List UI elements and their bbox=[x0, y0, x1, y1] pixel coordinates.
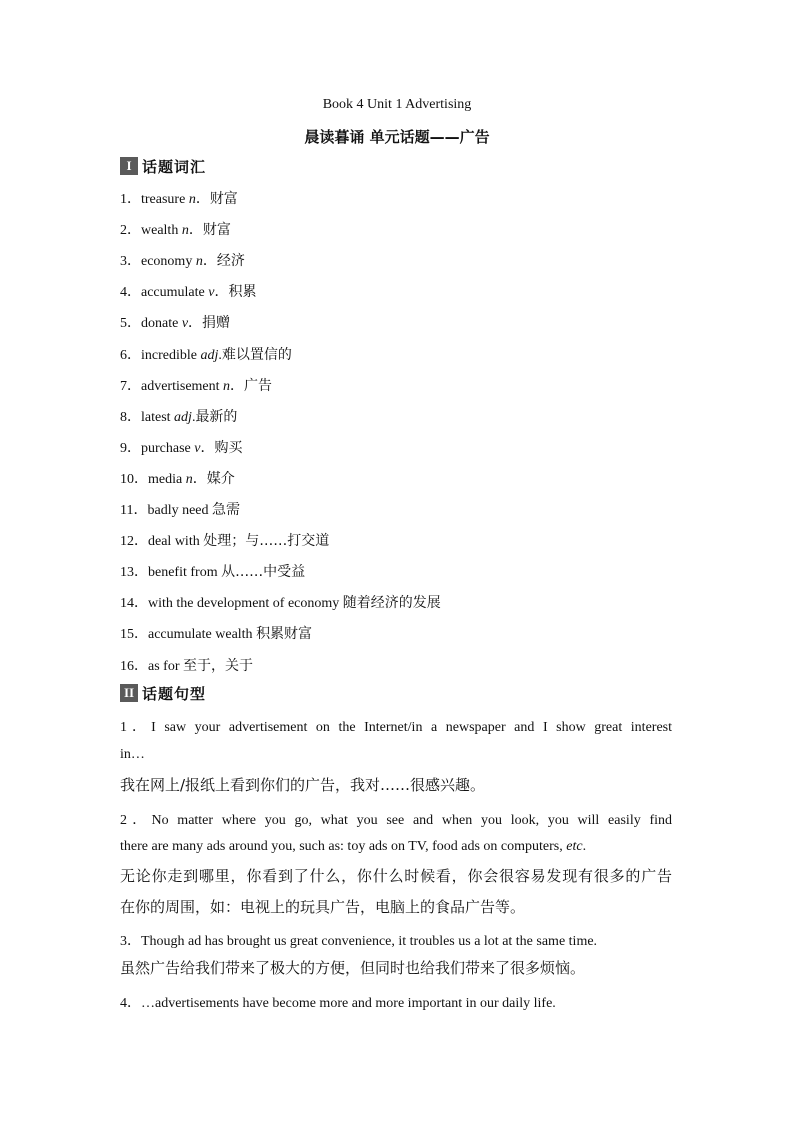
sentence-2-chinese-line-1: 无论你走到哪里，你看到了什么，你什么时候看，你会很容易发现有很多的广告 bbox=[120, 867, 672, 885]
vocab-separator: ． bbox=[188, 223, 203, 239]
vocab-meaning: 至于，关于 bbox=[183, 657, 253, 674]
vocab-part-of-speech: v bbox=[208, 285, 215, 301]
vocab-item bbox=[120, 499, 240, 519]
vocab-separator: ． bbox=[230, 378, 245, 394]
section-number-badge: I bbox=[120, 157, 138, 175]
page-subtitle: 晨读暮诵 单元话题——广告 bbox=[304, 128, 490, 146]
vocab-part-of-speech: n bbox=[185, 471, 193, 487]
vocab-separator: . bbox=[218, 347, 222, 363]
vocab-meaning: 捐赠 bbox=[202, 315, 231, 332]
vocab-item bbox=[120, 250, 245, 270]
vocab-part-of-speech: v bbox=[194, 440, 201, 456]
sentence-2-chinese-line-2: 在你的周围，如：电视上的玩具广告，电脑上的食品广告等。 bbox=[120, 898, 526, 916]
vocab-number: 3． bbox=[120, 254, 141, 270]
vocab-number: 12． bbox=[120, 534, 148, 550]
vocab-word: deal with bbox=[148, 534, 200, 550]
vocab-item bbox=[120, 281, 256, 301]
vocab-word: treasure bbox=[141, 192, 186, 207]
vocab-meaning: 购买 bbox=[214, 439, 243, 456]
section-heading-vocabulary bbox=[120, 156, 206, 176]
vocab-word: badly need bbox=[147, 503, 209, 518]
vocab-number: 14． bbox=[120, 596, 148, 612]
sentence-2-main-text: there are many ads around you, such as: toy ads on TV, food ads on computers, bbox=[120, 839, 567, 854]
vocab-number: 9． bbox=[120, 440, 141, 456]
vocab-meaning: 积累 bbox=[228, 284, 257, 301]
vocab-meaning: 难以置信的 bbox=[221, 346, 292, 363]
vocab-number: 2． bbox=[120, 223, 141, 239]
vocab-item bbox=[120, 530, 329, 550]
vocab-word: as for bbox=[148, 658, 180, 674]
vocab-part-of-speech: n bbox=[181, 223, 189, 239]
vocab-word: purchase bbox=[141, 440, 191, 456]
sentence-2-english-line-1: 2．No matter where you go, what you see and when you look, you will easily find bbox=[120, 813, 672, 828]
section-title: 话题词汇 bbox=[142, 157, 207, 176]
sentence-2-etc: etc bbox=[566, 839, 583, 854]
sentence-1-chinese: 我在网上/报纸上看到你们的广告，我对……很感兴趣。 bbox=[120, 776, 486, 794]
vocab-part-of-speech: n bbox=[195, 254, 203, 270]
vocab-number: 7． bbox=[120, 378, 141, 394]
vocab-word: advertisement bbox=[141, 378, 220, 394]
section-number-badge: II bbox=[120, 684, 138, 702]
vocab-separator: ． bbox=[195, 192, 210, 207]
vocab-separator: ． bbox=[214, 285, 229, 301]
vocab-separator: . bbox=[191, 409, 196, 425]
vocab-number: 13． bbox=[120, 565, 148, 581]
vocab-item bbox=[120, 561, 305, 581]
vocab-number: 5． bbox=[120, 316, 141, 332]
vocab-word: benefit from bbox=[148, 565, 218, 581]
vocab-word: donate bbox=[141, 316, 179, 332]
sentence-4-english: 4．…advertisements have become more and more important in our daily life. bbox=[120, 996, 556, 1011]
vocab-separator: ． bbox=[188, 316, 203, 332]
vocab-part-of-speech: adj bbox=[174, 409, 192, 425]
sentence-1-english-line-1: 1．I saw your advertisement on the Internet/in a newspaper and I show great interest bbox=[120, 720, 672, 735]
vocab-number: 10． bbox=[120, 471, 148, 487]
vocab-word: wealth bbox=[141, 223, 179, 239]
vocab-word: with the development of economy bbox=[148, 596, 340, 612]
vocab-part-of-speech: n bbox=[188, 192, 196, 207]
vocab-meaning: 从……中受益 bbox=[221, 564, 306, 581]
vocab-item bbox=[120, 468, 235, 488]
vocab-meaning: 经济 bbox=[216, 253, 245, 270]
vocab-meaning: 广告 bbox=[244, 377, 273, 394]
section-title: 话题句型 bbox=[142, 684, 207, 703]
vocab-word: latest bbox=[141, 409, 171, 425]
vocab-part-of-speech: adj bbox=[200, 347, 219, 363]
vocab-meaning: 财富 bbox=[202, 222, 231, 239]
sentence-3-english: 3．Though ad has brought us great convenience, it troubles us a lot at the same time. bbox=[120, 934, 598, 949]
sentence-1-english-line-2: in… bbox=[120, 747, 145, 762]
vocab-separator: ． bbox=[200, 440, 215, 456]
vocab-word: accumulate wealth bbox=[148, 627, 253, 643]
vocab-separator: ． bbox=[192, 471, 207, 487]
vocab-meaning: 处理；与……打交道 bbox=[203, 533, 330, 550]
vocab-number: 16． bbox=[120, 658, 148, 674]
vocab-item bbox=[120, 406, 237, 426]
vocab-number: 1． bbox=[120, 192, 141, 207]
vocab-item bbox=[120, 344, 292, 364]
sentence-3-chinese: 虽然广告给我们带来了极大的方便，但同时也给我们带来了很多烦恼。 bbox=[120, 959, 586, 977]
vocab-part-of-speech: v bbox=[181, 316, 189, 332]
vocab-word: media bbox=[148, 471, 183, 487]
vocab-meaning: 财富 bbox=[209, 191, 238, 207]
vocab-number: 4． bbox=[120, 285, 141, 301]
vocab-word: accumulate bbox=[141, 285, 205, 301]
vocab-item bbox=[120, 592, 441, 612]
vocab-item bbox=[120, 623, 312, 643]
vocab-meaning: 最新的 bbox=[195, 408, 238, 425]
vocab-meaning: 急需 bbox=[212, 502, 241, 518]
vocab-meaning: 媒介 bbox=[206, 470, 235, 487]
vocab-item bbox=[120, 188, 238, 208]
vocab-part-of-speech: n bbox=[223, 378, 231, 394]
vocab-meaning: 积累财富 bbox=[256, 626, 313, 643]
vocab-word: economy bbox=[141, 254, 193, 270]
vocab-item bbox=[120, 655, 253, 675]
vocab-item bbox=[120, 375, 272, 395]
vocab-item bbox=[120, 312, 230, 332]
vocab-number: 8． bbox=[120, 409, 141, 425]
vocab-meaning: 随着经济的发展 bbox=[342, 595, 441, 612]
vocab-number: 15． bbox=[120, 627, 148, 643]
vocab-number: 11． bbox=[120, 503, 148, 518]
vocab-number: 6． bbox=[120, 347, 141, 363]
vocab-item bbox=[120, 219, 231, 239]
vocab-word: incredible bbox=[141, 347, 197, 363]
vocab-separator: ． bbox=[202, 254, 217, 270]
section-heading-sentences bbox=[120, 683, 206, 703]
vocab-item bbox=[120, 437, 242, 457]
page-title: Book 4 Unit 1 Advertising bbox=[322, 97, 472, 112]
sentence-2-end-punct: . bbox=[582, 839, 587, 854]
sentence-2-english-line-2 bbox=[120, 839, 672, 855]
